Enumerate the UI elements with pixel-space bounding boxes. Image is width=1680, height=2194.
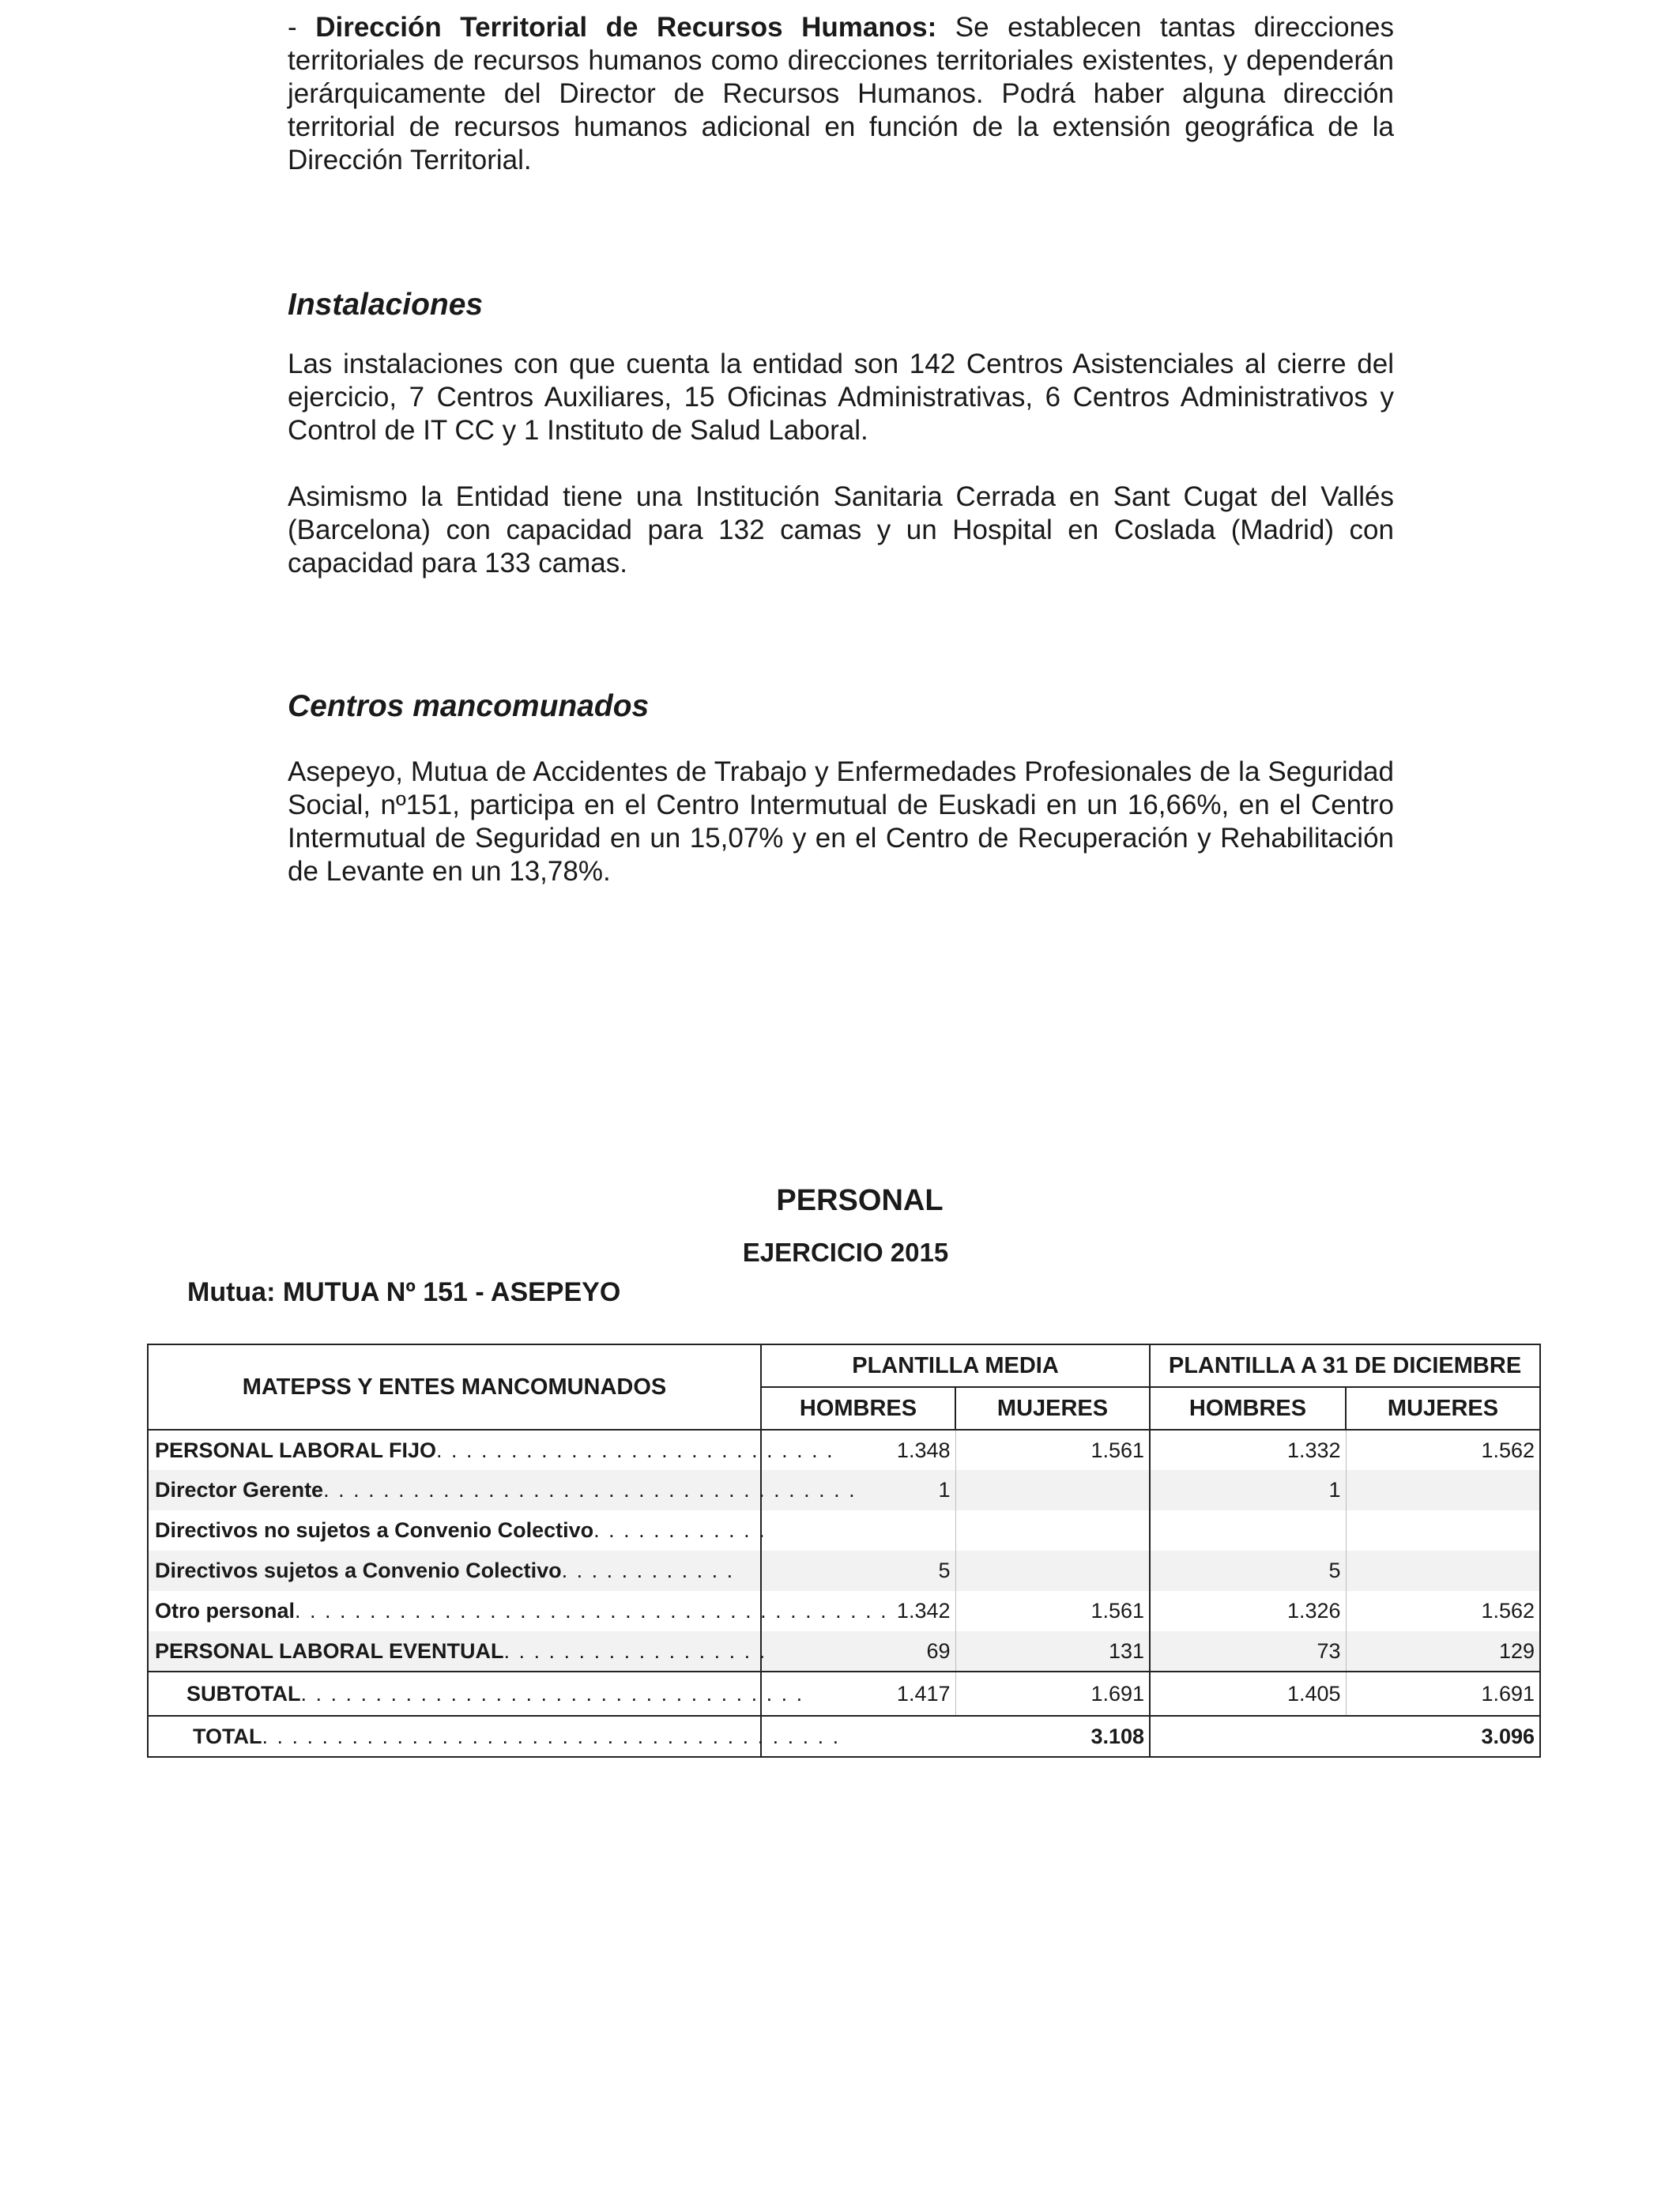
row-label: Directivos sujetos a Convenio Colectivo. . . . . . . . . . . . [148,1551,761,1591]
cell-pd-mujeres: 129 [1346,1631,1540,1672]
pm-mujeres-header: MUJERES [955,1387,1150,1430]
cell-pd-mujeres: 1.562 [1346,1591,1540,1631]
cell-pm-hombres [761,1510,955,1551]
row-label: PERSONAL LABORAL FIJO. . . . . . . . . . . . . . . . . . . . . . . . . . . [148,1430,761,1470]
cell-pm-hombres: 1.342 [896,1599,951,1623]
cell-pm-mujeres [955,1551,1150,1591]
centros-p1: Asepeyo, Mutua de Accidentes de Trabajo y Enfermedades Profesionales de la Seguridad Social, nº151, participa en el Centro Intermutual de Euskadi en un 16,66%, en el Centro Intermutual de Seguridad en un 15,07% y en el Centro de Recuperación y Rehabilitación de Levante en un 13,78%. [288,756,1394,887]
subtotal-pd-mujeres: 1.691 [1346,1672,1540,1716]
personal-table [147,1344,1541,1758]
subtotal-label: SUBTOTAL. . . . . . . . . . . . . . . . . . . . . . . . . . . . . . . . . . [148,1672,761,1716]
cell-pd-mujeres [1346,1510,1540,1551]
subtotal-pd-hombres: 1.405 [1150,1672,1346,1716]
table-row [148,1631,1540,1672]
cell-pd-mujeres: 1.562 [1346,1430,1540,1470]
cell-pm-hombres: 1.348 [761,1430,955,1470]
pm-hombres-header: HOMBRES [761,1387,955,1430]
mutua-label: Mutua: MUTUA Nº 151 - ASEPEYO [187,1277,621,1307]
centros-section [288,756,1394,888]
instalaciones-p1: Las instalaciones con que cuenta la entidad son 142 Centros Asistenciales al cierre del ejercicio, 7 Centros Auxiliares, 15 Oficinas Administrativas, 6 Centros Administrativos y Control de IT CC y 1 Instituto de Salud Laboral. [288,349,1394,446]
cell-pm-hombres: 69 [761,1631,955,1672]
cell-pd-hombres: 5 [1328,1559,1341,1582]
cell-pd-mujeres [1346,1551,1540,1591]
pd-hombres-header: HOMBRES [1150,1387,1346,1430]
table-row [148,1551,1540,1591]
personal-table-wrap [147,1344,1539,1758]
cell-pm-mujeres: 131 [955,1631,1150,1672]
total-label: TOTAL. . . . . . . . . . . . . . . . . . . . . . . . . . . . . . . . . . . . . . . [148,1716,761,1757]
instalaciones-p2: Asimismo la Entidad tiene una Institución Sanitaria Cerrada en Sant Cugat del Vallés (Barcelona) con capacidad para 132 camas y un Hospital en Coslada (Madrid) con capacidad para 133 camas. [288,481,1394,579]
row-label: PERSONAL LABORAL EVENTUAL. . . . . . . . . . . . . . . . . . [148,1631,761,1672]
table-row [148,1470,1540,1510]
instalaciones-section [288,348,1394,580]
subtotal-row [148,1672,1540,1716]
table-row [148,1430,1540,1470]
total-plantilla-diciembre: 3.096 [1150,1716,1540,1757]
cell-pd-hombres: 1.332 [1150,1430,1346,1470]
cell-pm-mujeres: 1.561 [955,1591,1150,1631]
row-label: Directivos no sujetos a Convenio Colectivo. . . . . . . . . . . . [148,1510,761,1551]
cell-pm-mujeres [955,1470,1150,1510]
cell-pd-hombres: 73 [1150,1631,1346,1672]
subtotal-pm-mujeres: 1.691 [955,1672,1150,1716]
cell-pd-hombres: 1.326 [1286,1599,1341,1623]
instalaciones-heading: Instalaciones [288,288,484,322]
cell-pm-hombres: 1 [938,1478,951,1502]
cell-pd-mujeres [1346,1470,1540,1510]
intro-text: - Dirección Territorial de Recursos Humanos: Se establecen tantas direcciones territoriales de recursos humanos como direcciones territoriales existentes, y dependerán jerárquicamente del Director de Recursos Humanos. Podrá haber alguna dirección territorial de recursos humanos adicional en función de la extensión geográfica de la Dirección Territorial. [288,12,1394,175]
cell-pd-hombres: 1 [1328,1478,1341,1502]
row-label: Otro personal. . . . . . . . . . . . . . . . . . . . . . . . . . . . . . . . . . . . . . . . [148,1591,761,1631]
table-row [148,1510,1540,1551]
plantilla-diciembre-header: PLANTILLA A 31 DE DICIEMBRE [1150,1344,1540,1387]
pd-mujeres-header: MUJERES [1346,1387,1540,1430]
cell-pd-hombres [1150,1510,1346,1551]
row-header-cell: MATEPSS Y ENTES MANCOMUNADOS [148,1344,761,1430]
cell-pm-mujeres [955,1510,1150,1551]
personal-title: PERSONAL [776,1184,944,1217]
total-plantilla-media: 3.108 [761,1716,1150,1757]
row-label: Director Gerente. . . . . . . . . . . . . . . . . . . . . . . . . . . . . . . . . . . . [148,1470,761,1510]
centros-heading: Centros mancomunados [288,689,650,723]
cell-pm-hombres: 5 [938,1559,951,1582]
ejercicio-title: EJERCICIO 2015 [742,1238,949,1267]
plantilla-media-header: PLANTILLA MEDIA [761,1344,1150,1387]
cell-pm-mujeres: 1.561 [955,1430,1150,1470]
subtotal-pm-hombres: 1.417 [761,1672,955,1716]
total-row [148,1716,1540,1757]
intro-paragraph [288,11,1394,177]
table-row [148,1591,1540,1631]
intro-bold-lead: Dirección Territorial de Recursos Humanos: [315,12,937,43]
